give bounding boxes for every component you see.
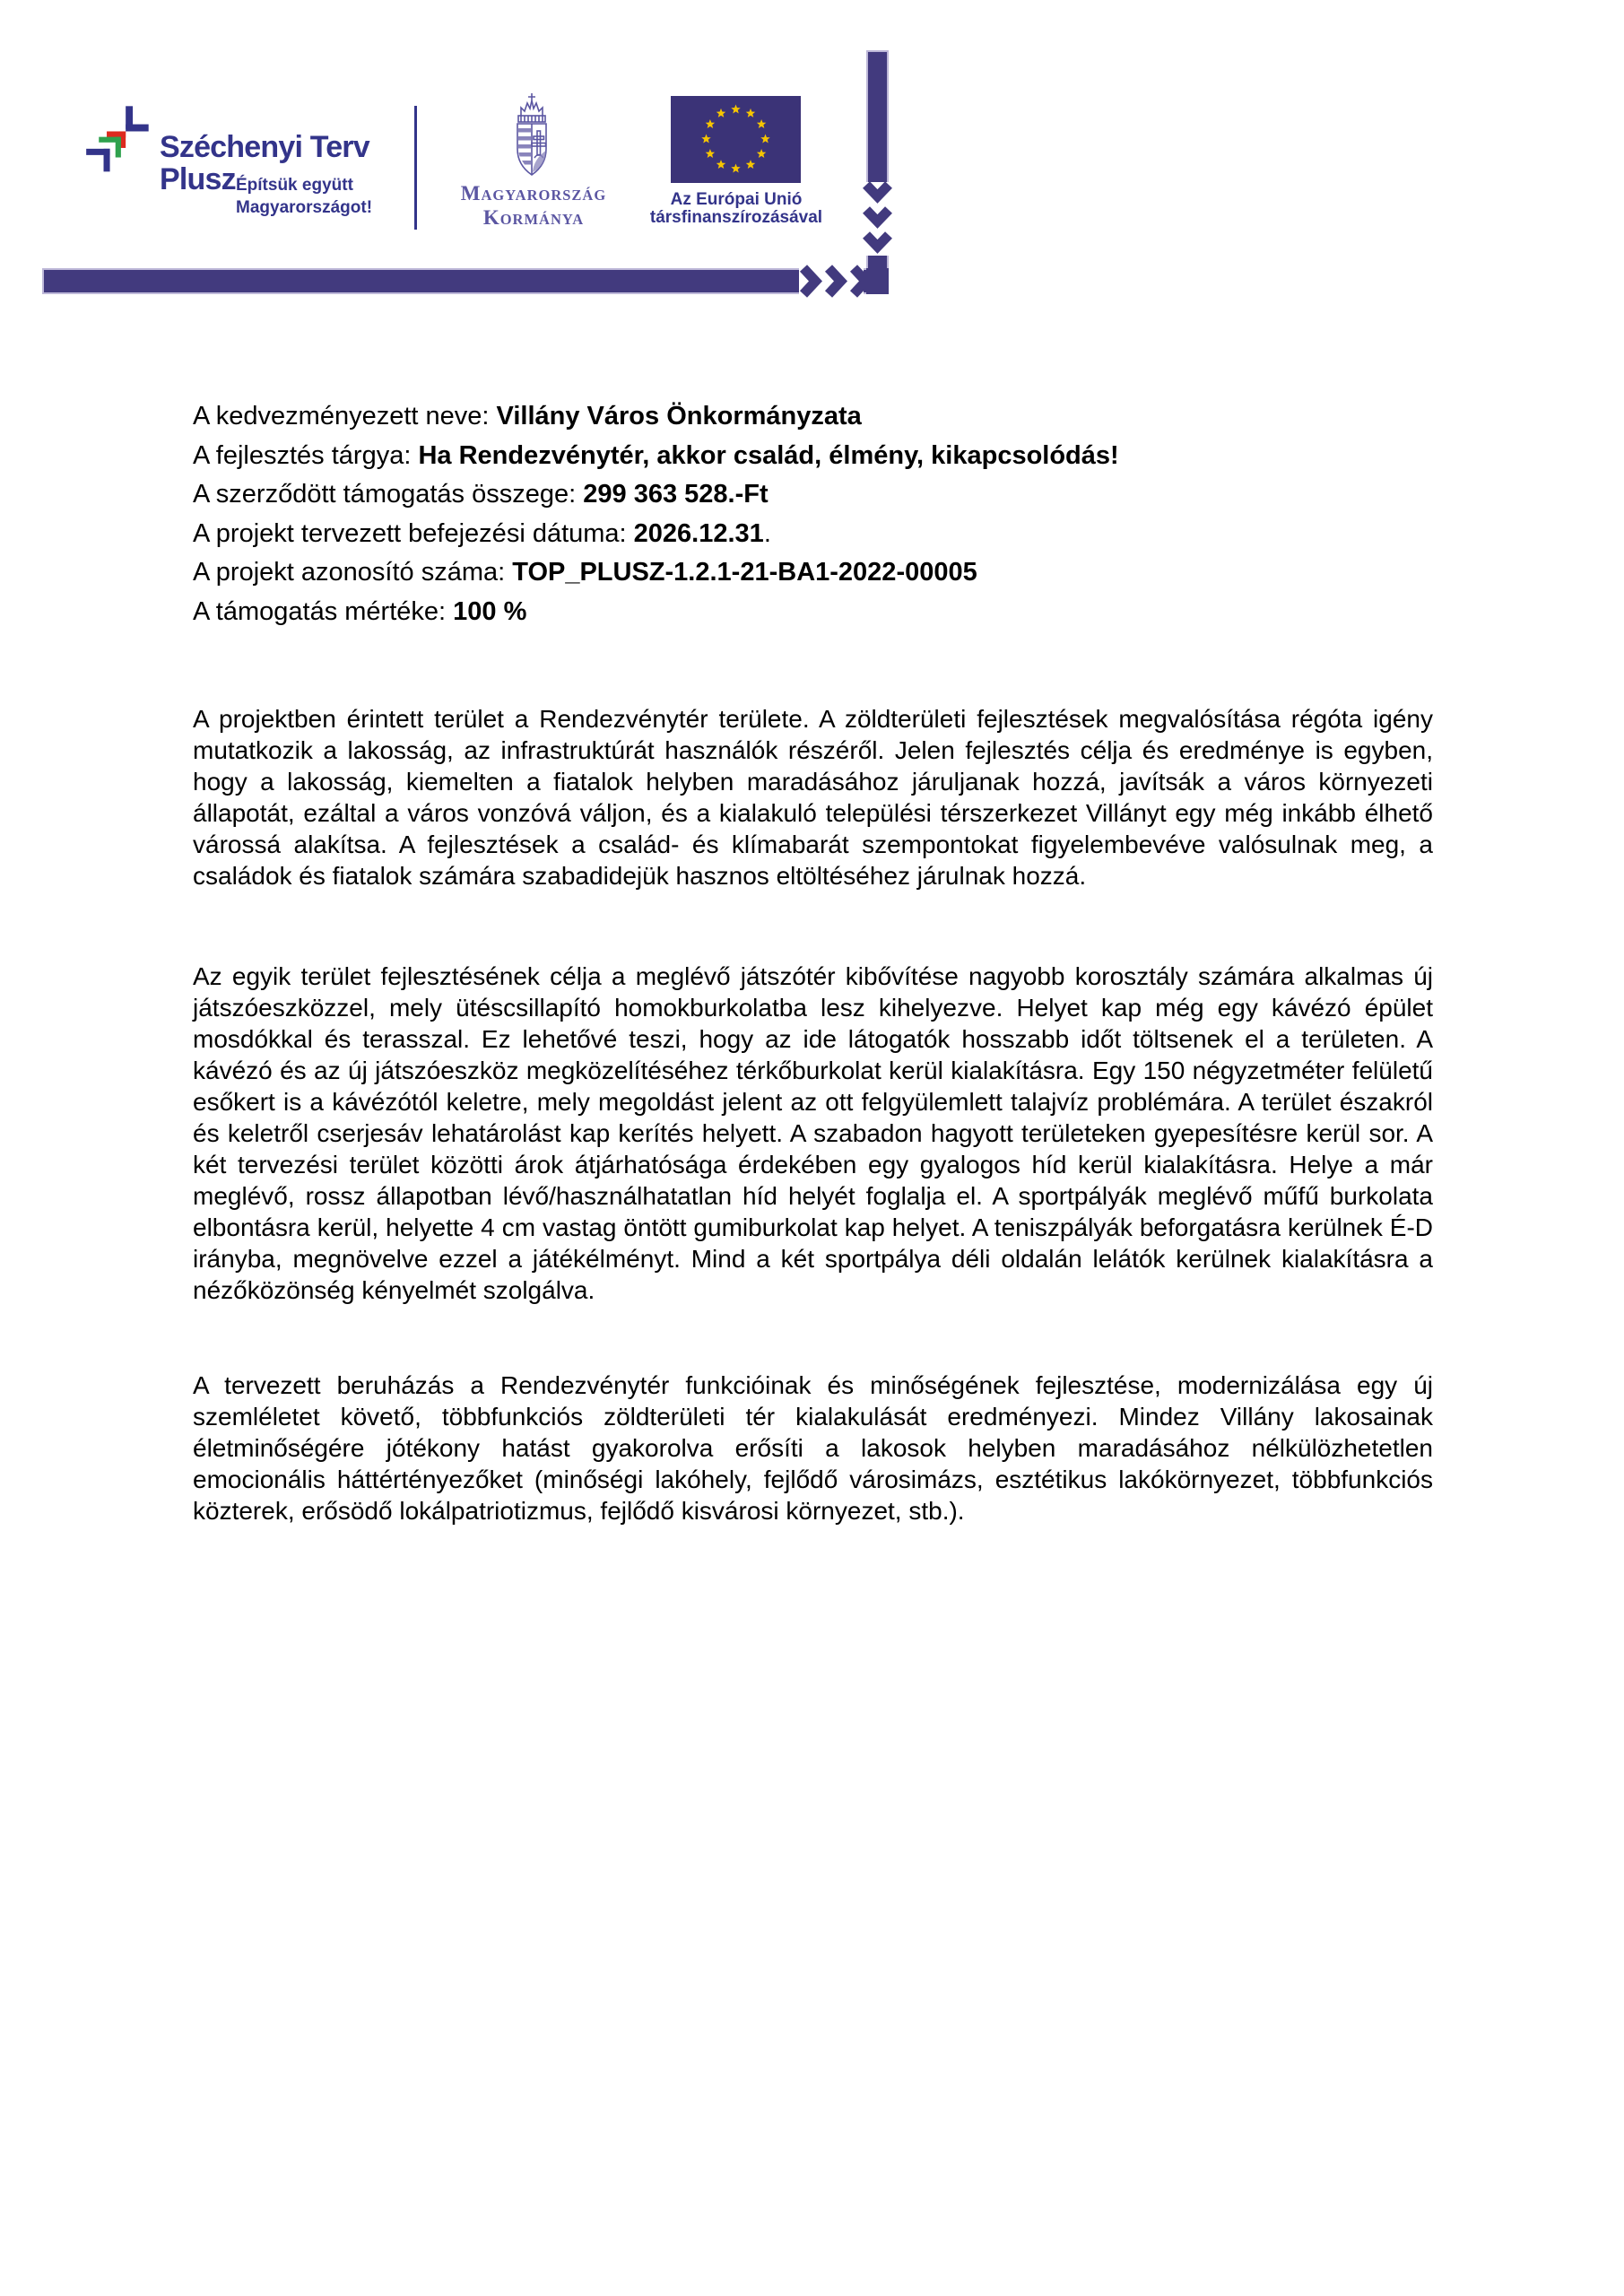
government-label-line2: KORMÁNYA <box>482 206 585 229</box>
szechenyi-tagline-line2: Magyarországot! <box>236 198 373 217</box>
detail-value: 299 363 528.-Ft <box>583 480 769 509</box>
project-details-section <box>193 397 1448 631</box>
detail-value: 100 % <box>453 596 527 626</box>
detail-label: A szerződött támogatás összege: <box>193 480 584 509</box>
szechenyi-tagline-line1: Építsük együtt <box>236 176 353 195</box>
government-label-line1: MAGYARORSZÁG <box>460 182 607 204</box>
detail-value: 2026.12.31 <box>633 518 764 548</box>
body-paragraph-3: A tervezett beruházás a Rendezvénytér funkcióinak és minőségének fejlesztése, modernizálása egy új szemléletet követő, többfunkciós zöldterületi tér kialakulását eredményezi. Mindez Villány lakosainak életminőségére jótékony hatást gyakorolva erősíti a lakosok helyben maradásához nélkülözhetetlen emocionális háttértényezőket (minőségi lakóhely, fejlődő városimázs, esztétikus lakókörnyezet, többfunkciós közterek, erősödő lokálpatriotizmus, fejlődő kisvárosi környezet, stb.). <box>193 1371 1433 1525</box>
detail-row-completion-date <box>193 515 1448 554</box>
detail-value: TOP_PLUSZ-1.2.1-21-BA1-2022-00005 <box>512 558 977 587</box>
detail-label: A projekt tervezett befejezési dátuma: <box>193 518 634 548</box>
detail-label: A projekt azonosító száma: <box>193 558 513 587</box>
szechenyi-title-line1: Széchenyi Terv <box>160 130 369 164</box>
banner-frame-chevrons-icon <box>36 45 906 305</box>
detail-row-grant-rate <box>193 593 1448 632</box>
detail-row-subject <box>193 437 1448 476</box>
eu-label-line2: társfinanszírozásával <box>649 207 823 227</box>
eu-label-line1: Az Európai Unió <box>670 190 803 209</box>
detail-row-grant-amount <box>193 475 1448 515</box>
body-paragraph-2: Az egyik terület fejlesztésének célja a meglévő játszótér kibővítése nagyobb korosztály számára alkalmas új játszóeszközzel, mely ütéscsillapító homokburkolatba lesz kihelyezve. Helyet kap még egy kávézó épület mosdókkal és terasszal. Ez lehetővé teszi, hogy az ide látogatók hosszabb időt töltsenek el a területen. A kávézó és az új játszóeszköz megközelítéséhez térkőburkolat kerül kialakításra. Egy 150 négyzetméter felületű esőkert is a kávézótól keletre, mely megoldást jelent az ott felgyülemlett talajvíz problémára. A terület északról és keletről cserjesáv lehatárolást kap kerítés helyett. A szabadon hagyott területeken gyepesítésre kerül sor. A két tervezési terület közötti árok átjárhatósága érdekében egy gyalogos híd kerül kialakításra. Helye a már meglévő, rossz állapotban lévő/használhatatlan híd helyét foglalja el. A sportpályák meglévő műfű burkolata elbontásra kerül, helyette 4 cm vastag öntött gumiburkolat kap helyet. A teniszpályák beforgatásra kerülnek É-D irányba, megnövelve ezzel a játékélményt. Mind a két sportpálya déli oldalán lelátók kerülnek kialakításra a nézőközönség kényelmét szolgálva. <box>193 962 1433 1304</box>
detail-row-project-id <box>193 553 1448 593</box>
szechenyi-title-line2: Plusz <box>160 162 236 196</box>
detail-row-beneficiary <box>193 397 1448 437</box>
detail-label: A fejlesztés tárgya: <box>193 440 419 470</box>
body-paragraph-1: A projektben érintett terület a Rendezvénytér területe. A zöldterületi fejlesztések megvalósítása régóta igény mutatkozik a lakosság, az infrastruktúrát használók részéről. Jelen fejlesztés célja és eredménye is egyben, hogy a lakosság, kiemelten a fiatalok helyben maradásához járuljanak hozzá, javítsák a város környezeti állapotát, ezáltal a város vonzóvá váljon, és a kialakuló települési térszerkezet Villányt egy még inkább élhető várossá alakítsa. A fejlesztések a család- és klímabarát szempontokat figyelembevéve valósulnak meg, a családok és fiatalok számára szabadidejük hasznos eltöltéséhez járulnak hozzá. <box>193 705 1433 890</box>
detail-label: A kedvezményezett neve: <box>193 402 497 430</box>
detail-value: Villány Város Önkormányzata <box>496 402 862 430</box>
detail-label: A támogatás mértéke: <box>193 596 454 626</box>
detail-value: Ha Rendezvénytér, akkor család, élmény, kikapcsolódás! <box>418 440 1119 470</box>
detail-suffix: . <box>763 518 771 548</box>
